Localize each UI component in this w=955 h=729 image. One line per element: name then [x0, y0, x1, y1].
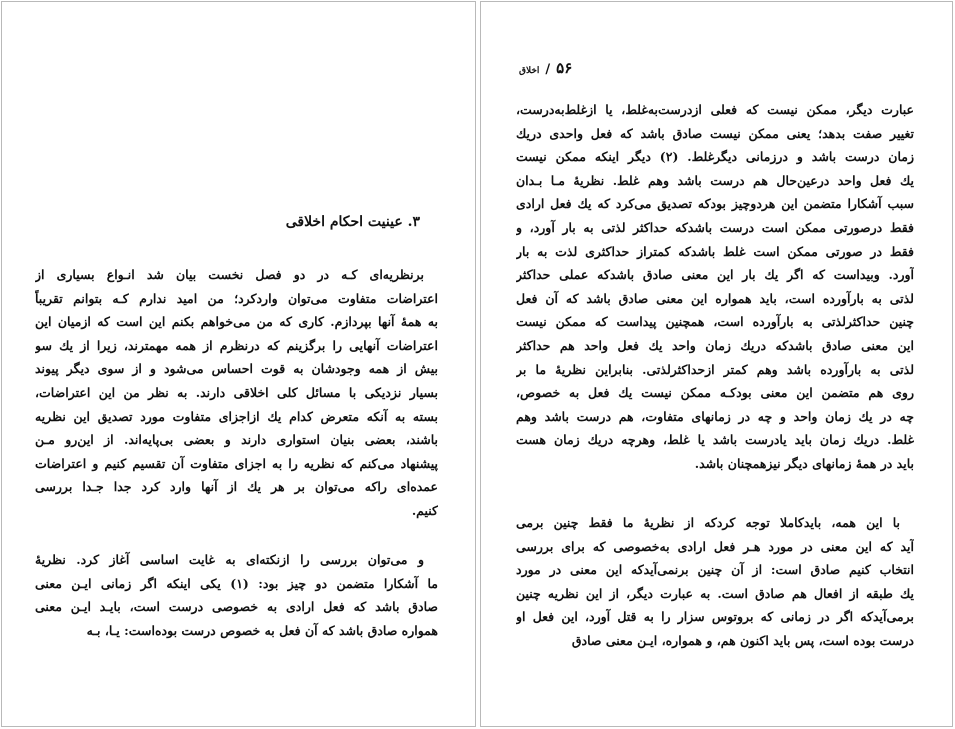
text-line: چه در یك زمان واحد و چه در زمانهای متفاوت، هم درست باشد وهم	[516, 408, 914, 424]
text-line: فقط در صورتی ممکن است غلط باشدکه کمتراز حداکثری لذت به بار	[516, 243, 914, 259]
left-page	[1, 1, 476, 727]
text-line: کنیم.	[411, 502, 438, 518]
text-line: روی هم متضمن این معنی بودکـه ممکن نیست یك فعل به خصوص،	[516, 385, 914, 401]
text-line: زمان درست باشد و درزمانی دیگرغلط. (۲) دیگر اینکه ممکن نیست	[516, 149, 914, 165]
running-header-title: اخلاق	[519, 66, 540, 76]
paragraph-2	[516, 511, 914, 653]
text-line: بسیار نزدیکی با مسائل کلی اخلاقی دارند. به نظر من این اعتراضات،	[35, 384, 438, 400]
text-line: صادق باشد که فعل ارادی به خصوصی درست است، بایـد ایـن معنی	[35, 599, 438, 615]
text-line: برمی‌آیدکه اگر در زمانی که بروتوس سزار را به قتل آورد، این فعل او	[516, 609, 914, 625]
text-line: یك فعل واحد درعین‌حال هم درست باشد وهم غلط. نظریهٔ مـا بـدان	[516, 172, 914, 188]
paragraph-2	[35, 548, 438, 642]
paragraph-1	[35, 263, 438, 523]
text-line: بسته به آنکه متعرض کدام یك ازاجزای متفاوت مورد تصدیق این نظریه	[35, 408, 438, 424]
section-heading: ۳. عینیت احکام اخلاقی	[285, 214, 420, 230]
text-line: با این همه، بایدکاملا توجه کردکه از نظریهٔ ما فقط چنین برمی‌	[516, 515, 900, 530]
text-line: آورد. وبیداست که اگر یك بار این معنی صادق باشدکه عملی حداکثر	[516, 267, 914, 283]
text-line: اعتراضات متفاوت می‌توان واردکرد؛ من امید ندارم کـه بتوانم تقریباً	[35, 290, 438, 306]
text-line: باشند، بعضی بنیان استواری دارند و بعضی بی‌پایه‌اند. از این‌رو مـن	[35, 432, 438, 448]
text-line: فقط درصورتی ممکن است درست باشدکه حداکثر لذتی به بار آورد، و	[516, 219, 914, 235]
page-number: ۵۶	[556, 59, 573, 77]
running-header	[519, 59, 572, 77]
text-line: بیش از همه وجودشان به قوت احساس می‌شود و از سوی دیگر پیوند	[35, 361, 438, 377]
text-line: غلط. دریك زمان باید یادرست باشد یا غلط، وهرچه دریك زمان هست	[516, 432, 914, 448]
paragraph-1	[516, 98, 914, 476]
text-line: همواره صادق باشد که آن فعل به خصوص درست بوده‌است: یـا، بـه	[86, 622, 438, 638]
right-page	[480, 1, 953, 727]
text-line: چنین حداکثرلذتی به بارآورده است، همچنین پیداست که ممکن نیست	[516, 314, 914, 330]
text-line: به همهٔ آنها بپردازم. کاری که من می‌خواهم بکنم این است که ازمیان این	[35, 314, 438, 330]
text-line: ما آشکارا متضمن دو چیز بود: (۱) یکی اینکه اگر زمانی ایـن معنی	[35, 575, 438, 591]
text-line: عمده‌ای راکه می‌توان بر هر یك از آنها وارد کرد جدا جـدا بررسی	[35, 479, 438, 495]
text-line: باید در همهٔ زمانهای دیگر نیزهمچنان باشد.	[694, 455, 914, 471]
text-line: اعتراضات آنهایی را برگزینم که درنظرم از همه مهمترند، زیرا از یك سو	[35, 337, 438, 353]
text-line: و می‌توان بررسی را ازنکته‌ای به غایت اساسی آغاز کرد. نظریهٔ	[35, 552, 424, 567]
text-line: برنظریه‌ای کـه در دو فصل نخست بیان شد انـواع بسیاری از	[35, 267, 424, 282]
text-line: سبب آشکارا متضمن این هردوچیز بودکه تصدیق می‌کرد که یك فعل ارادی	[516, 196, 914, 212]
text-line: لذتی به بارآورده باشد وهم کمتر ازحداکثرلذتی. بنابراین نظریهٔ ما بر	[516, 361, 914, 377]
text-line: این معنی صادق باشدکه دریك زمان واحد یك فعل واحد هم حداکثر	[516, 337, 914, 353]
text-line: تغییر صفت بدهد؛ یعنی ممکن نیست صادق باشد که فعل واحدی دریك	[516, 125, 914, 141]
text-line: انتخاب کنیم صادق است: از آن چنین برنمی‌آیدکه این معنی در مورد	[516, 562, 914, 578]
text-line: پیشنهاد می‌کنم که نظریه را به اجزای متفاوت آن تقسیم کنیم و اعتراضات	[35, 455, 438, 471]
text-line: یك طبقه از افعال هم صادق است. به عبارت دیگر، از این نظریه چنین	[516, 585, 914, 601]
text-line: آید که این معنی در مورد هـر فعل ارادی به‌خصوصی که برای بررسی	[516, 538, 914, 554]
text-line: درست بوده است، پس باید اکنون هم، و همواره، ایـن معنی صادق	[571, 632, 914, 648]
text-line: عبارت دیگر، ممکن نیست که فعلی ازدرست‌به‌غلط، یا ازغلط‌به‌درست،	[516, 102, 914, 117]
text-line: لذتی به بارآورده است، باید همواره این معنی صادق باشد که آن فعل	[516, 290, 914, 306]
running-header-separator: /	[545, 62, 551, 77]
